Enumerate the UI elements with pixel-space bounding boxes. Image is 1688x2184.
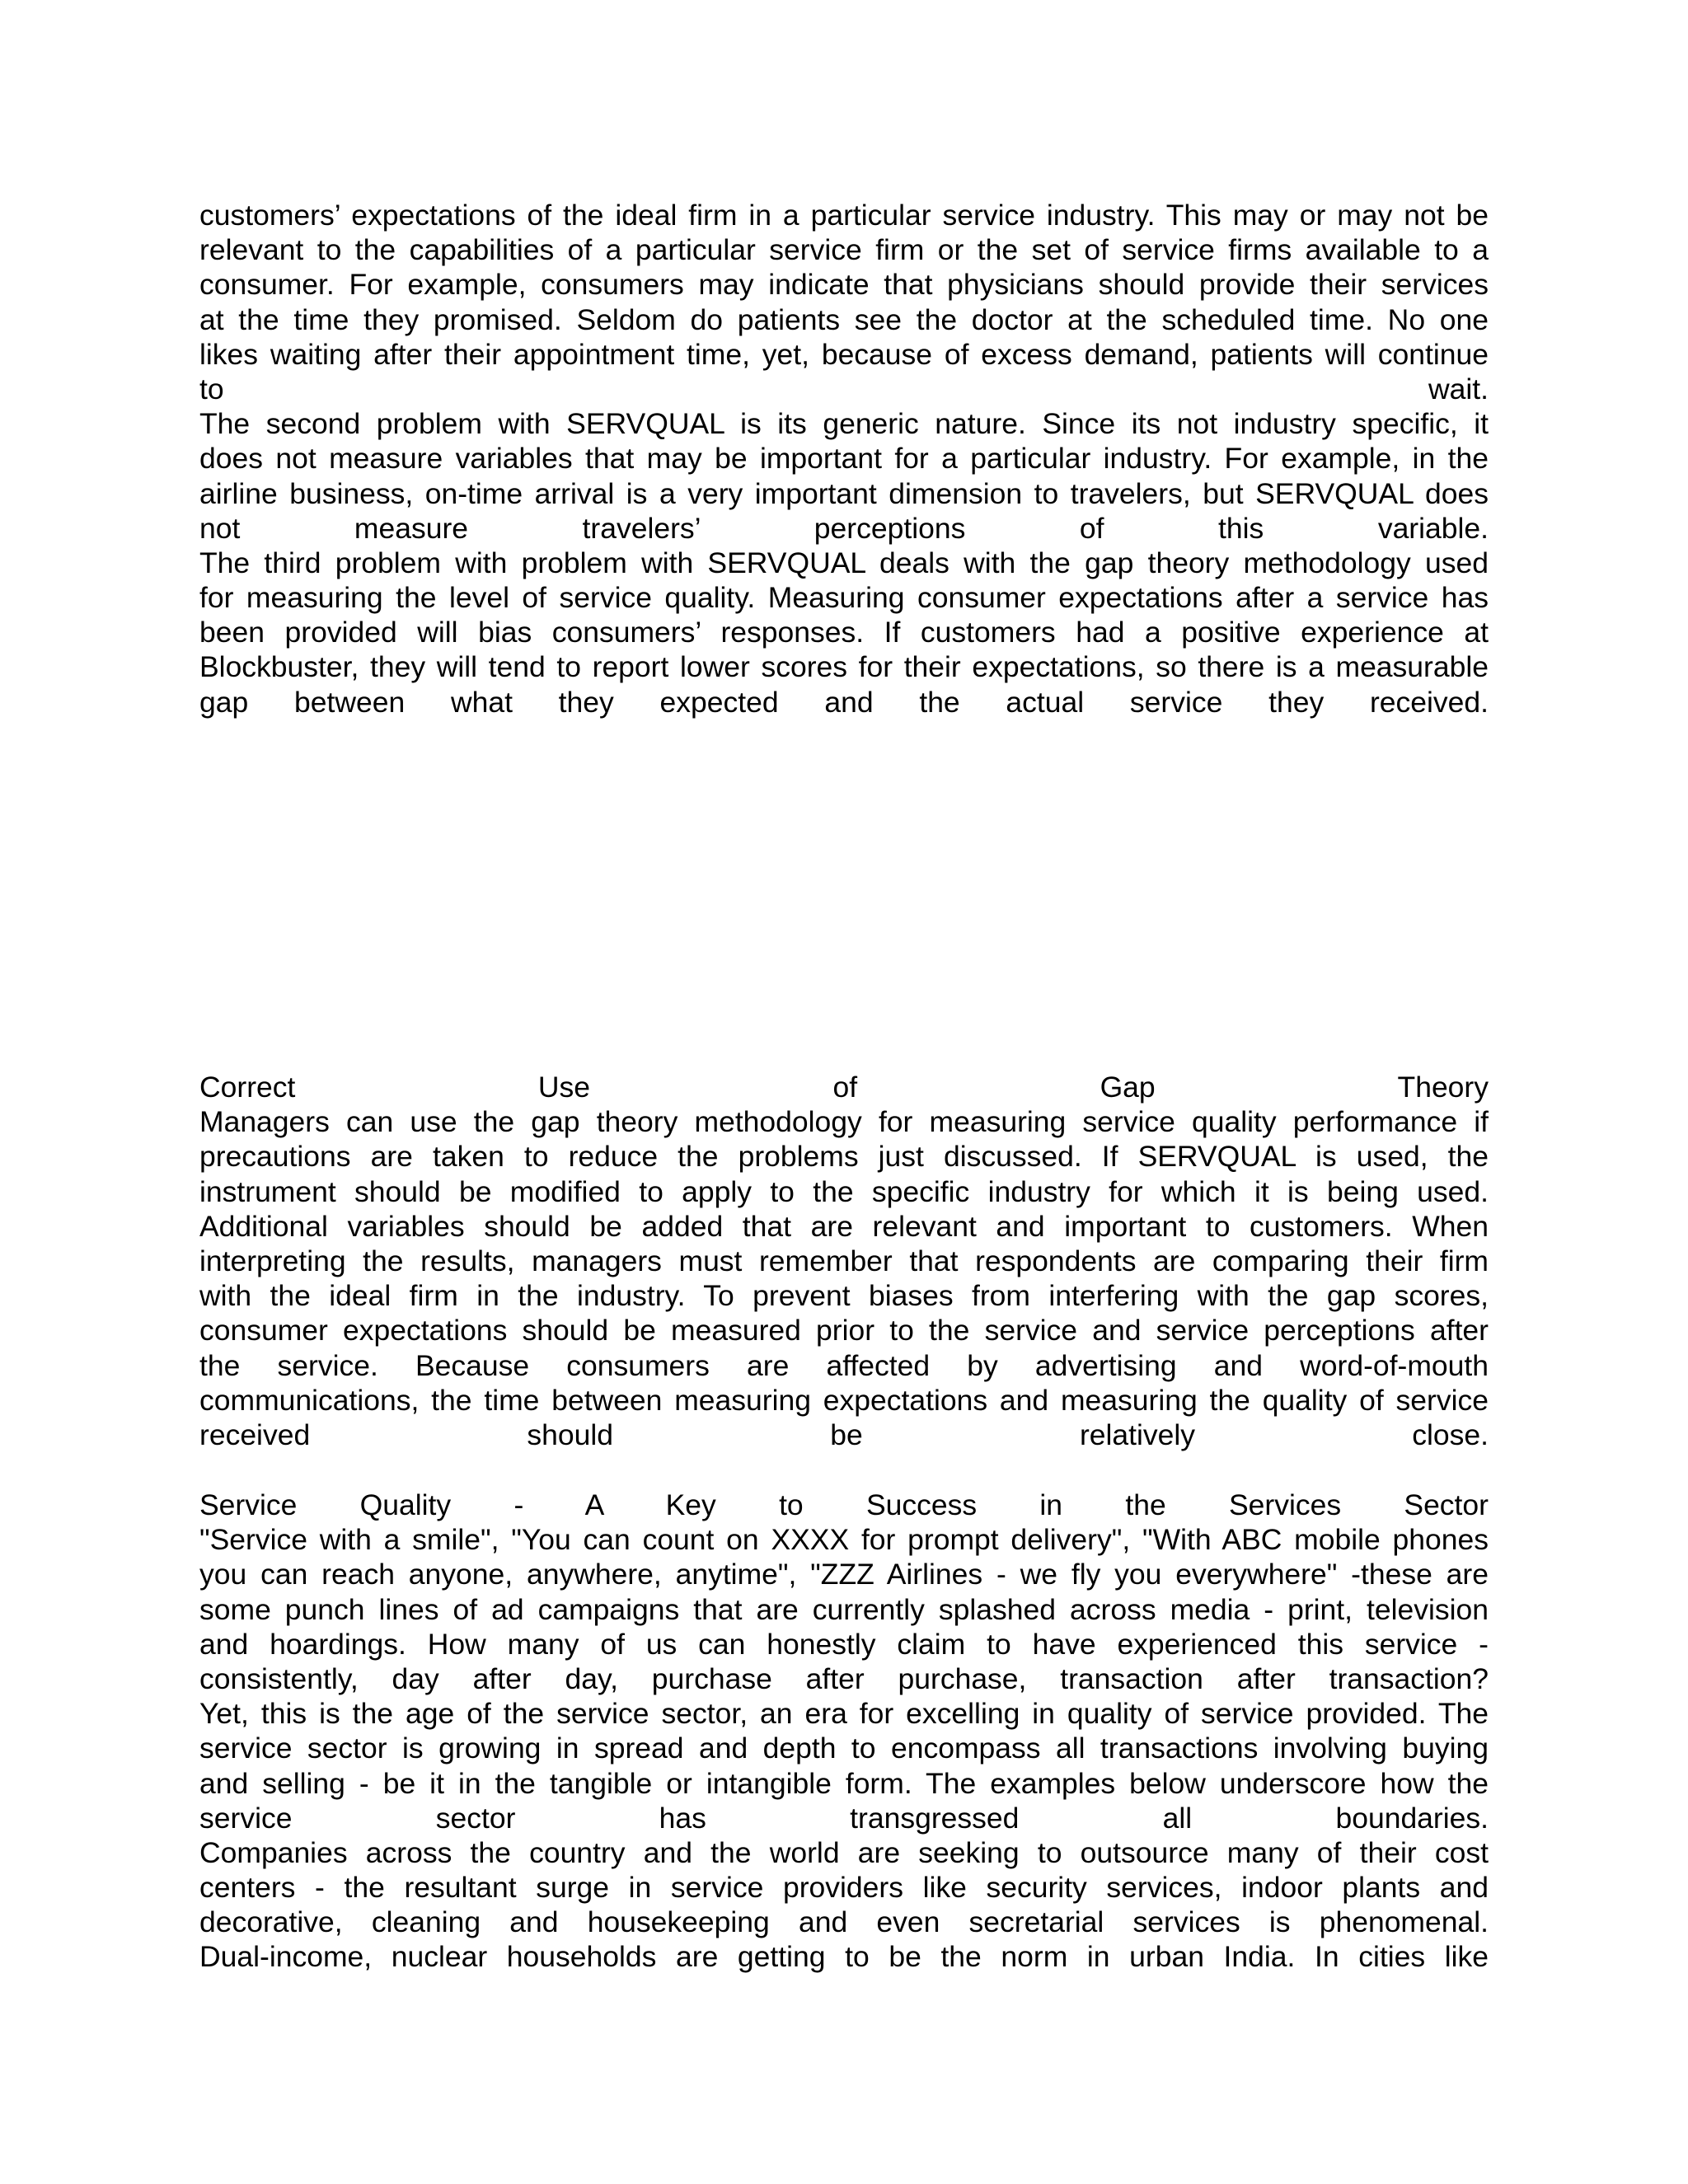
text-line: been provided will bias consumers’ responses. If customers had a positive experience at — [199, 616, 1489, 649]
text-line: consumer. For example, consumers may indicate that physicians should provide their services — [199, 268, 1489, 302]
section-correct-use-of-gap-theory — [199, 1070, 1489, 1452]
text-line: decorative, cleaning and housekeeping and even secretarial services is phenomenal. — [199, 1905, 1489, 1939]
text-line: centers - the resultant surge in service providers like security services, indoor plants and — [199, 1871, 1489, 1905]
text-line: customers’ expectations of the ideal firm in a particular service industry. This may or may not be — [199, 199, 1489, 232]
text-line: Additional variables should be added that are relevant and important to customers. When — [199, 1209, 1489, 1243]
text-line: Dual-income, nuclear households are getting to be the norm in urban India. In cities like — [199, 1940, 1489, 1974]
text-line: to wait. — [199, 372, 1489, 405]
text-line: and selling - be it in the tangible or intangible form. The examples below underscore how the — [199, 1766, 1489, 1800]
text-line: likes waiting after their appointment time, yet, because of excess demand, patients will continue — [199, 337, 1489, 371]
text-line: relevant to the capabilities of a particular service firm or the set of service firms available to a — [199, 233, 1489, 267]
text-line: and hoardings. How many of us can honestly claim to have experienced this service - — [199, 1627, 1489, 1661]
text-line: service sector is growing in spread and depth to encompass all transactions involving buying — [199, 1732, 1489, 1765]
section-heading: Service Quality - A Key to Success in the Services Sector — [199, 1488, 1489, 1521]
text-line: for measuring the level of service quality. Measuring consumer expectations after a service has — [199, 581, 1489, 615]
text-line: precautions are taken to reduce the problems just discussed. If SERVQUAL is used, the — [199, 1140, 1489, 1174]
text-line: consumer expectations should be measured prior to the service and service perceptions after — [199, 1314, 1489, 1347]
text-line: communications, the time between measuring expectations and measuring the quality of service — [199, 1383, 1489, 1417]
text-line: service sector has transgressed all boundaries. — [199, 1801, 1489, 1835]
text-line: Companies across the country and the world are seeking to outsource many of their cost — [199, 1835, 1489, 1869]
paragraph-servqual-problems — [199, 198, 1489, 719]
text-line: with the ideal firm in the industry. To prevent biases from interfering with the gap scores, — [199, 1279, 1489, 1313]
text-line: Managers can use the gap theory methodology for measuring service quality performance if — [199, 1105, 1489, 1139]
text-line: airline business, on-time arrival is a very important dimension to travelers, but SERVQUAL does — [199, 476, 1489, 510]
text-line: the service. Because consumers are affected by advertising and word-of-mouth — [199, 1348, 1489, 1382]
text-line: gap between what they expected and the actual service they received. — [199, 685, 1489, 719]
section-service-quality-key-to-success — [199, 1488, 1489, 1975]
text-line: "Service with a smile", "You can count on XXXX for prompt delivery", "With ABC mobile phones — [199, 1523, 1489, 1557]
text-line: interpreting the results, managers must remember that respondents are comparing their firm — [199, 1244, 1489, 1277]
section-heading: Correct Use of Gap Theory — [199, 1071, 1489, 1104]
text-line: you can reach anyone, anywhere, anytime", "ZZZ Airlines - we fly you everywhere" -these are — [199, 1558, 1489, 1591]
text-line: Blockbuster, they will tend to report lower scores for their expectations, so there is a measurable — [199, 650, 1489, 684]
text-line: at the time they promised. Seldom do patients see the doctor at the scheduled time. No one — [199, 302, 1489, 336]
text-line: instrument should be modified to apply to the specific industry for which it is being used. — [199, 1174, 1489, 1208]
text-line: not measure travelers’ perceptions of this variable. — [199, 511, 1489, 545]
text-line: The third problem with problem with SERVQUAL deals with the gap theory methodology used — [199, 546, 1489, 579]
text-line: does not measure variables that may be important for a particular industry. For example, in the — [199, 442, 1489, 476]
text-line: received should be relatively close. — [199, 1418, 1489, 1451]
text-line: consistently, day after day, purchase after purchase, transaction after transaction? — [199, 1661, 1489, 1695]
text-line: some punch lines of ad campaigns that are currently splashed across media - print, television — [199, 1592, 1489, 1626]
text-line: The second problem with SERVQUAL is its generic nature. Since its not industry specific, it — [199, 407, 1489, 441]
text-line: Yet, this is the age of the service sector, an era for excelling in quality of service provided. The — [199, 1697, 1489, 1731]
